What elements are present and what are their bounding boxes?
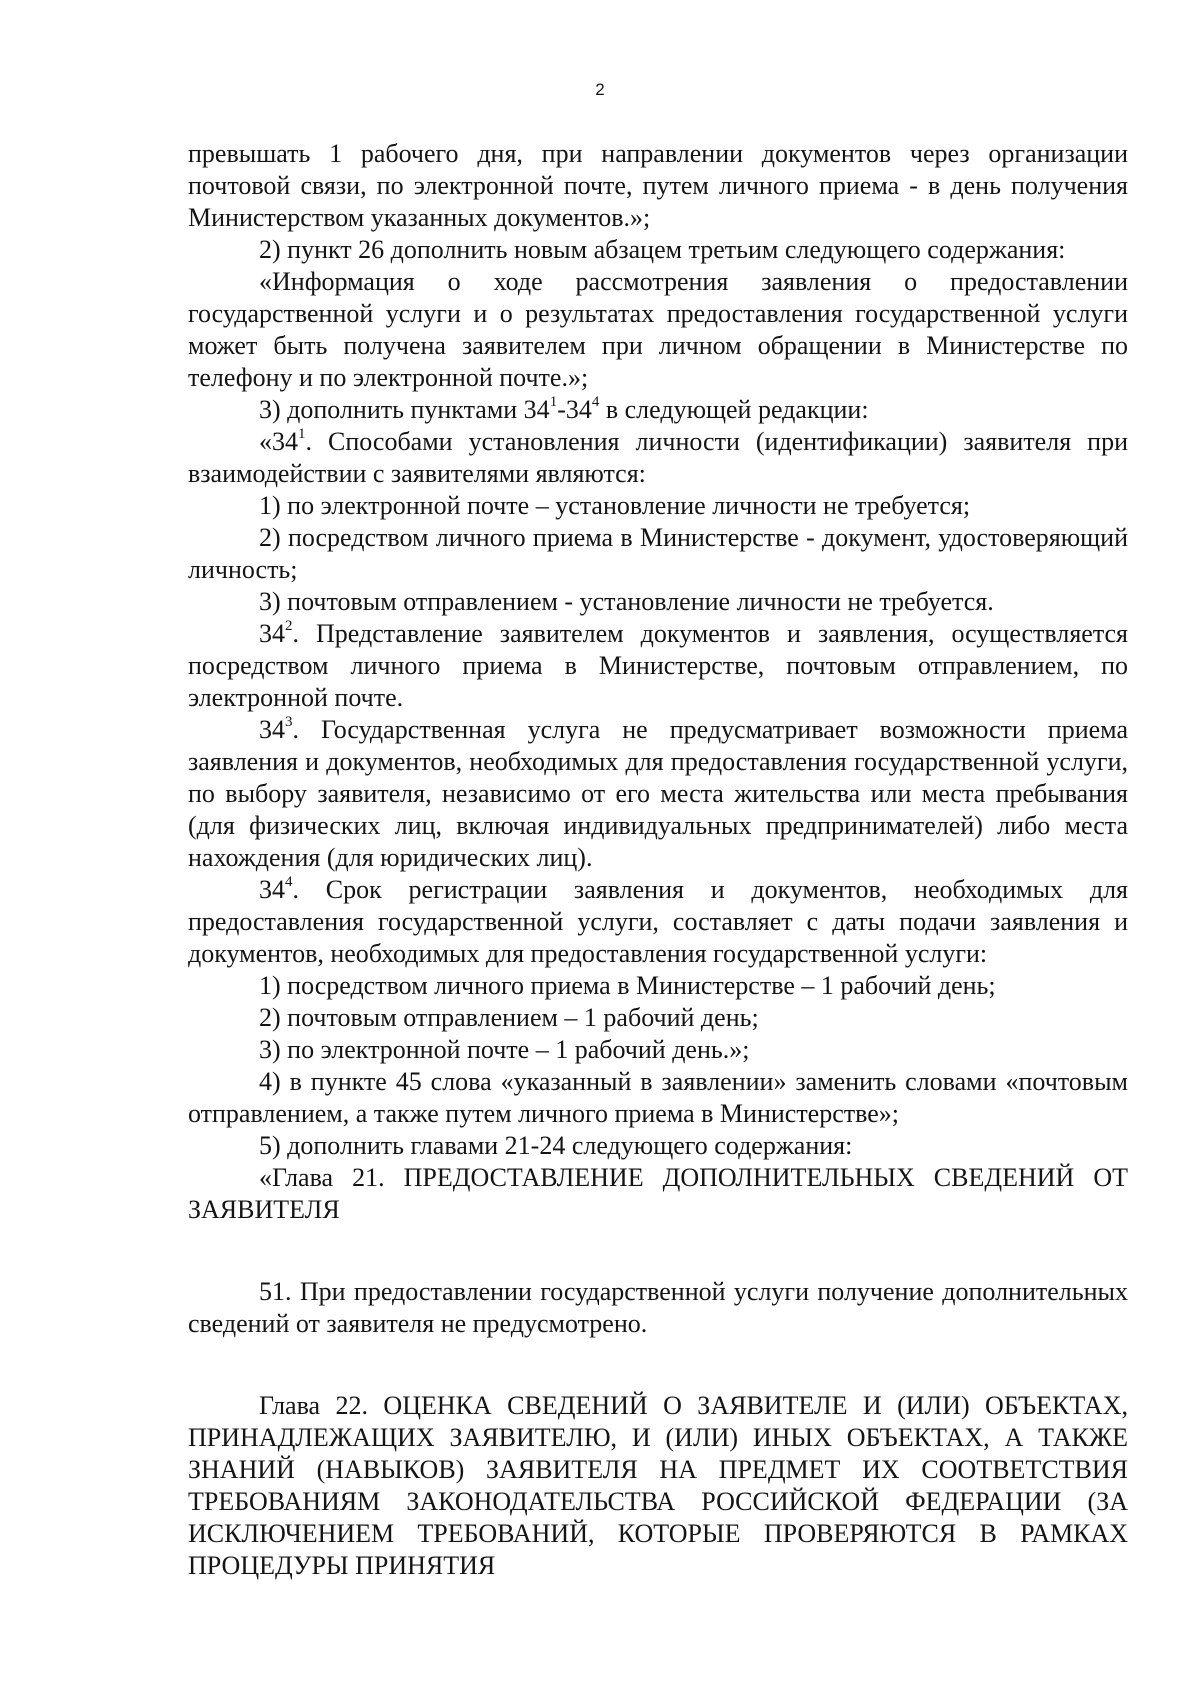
- document-body: [188, 138, 1128, 1582]
- text-fragment: . Государственная услуга не предусматривает возможности приема заявления и документов, необходимых для предоставления государственной услуги, по выбору заявителя, независимо от его места жительства или места пребывания (для физических лиц, включая индивидуальных предпринимателей) либо места нахождения (для юридических лиц).: [188, 715, 1128, 872]
- spacer: [188, 1340, 1128, 1390]
- paragraph-info-quote: «Информация о ходе рассмотрения заявления о предоставлении государственной услуги и о результатах предоставления государственной услуги может быть получена заявителем при личном обращении в Министерстве по телефону и по электронной почте.»;: [188, 267, 1128, 392]
- text-fragment: 34: [259, 715, 285, 744]
- text-fragment: . Представление заявителем документов и заявления, осуществляется посредством личного приема в Министерстве, почтовым отправлением, по электронной почте.: [188, 619, 1128, 712]
- paragraph-34-2: [188, 618, 1128, 714]
- text-fragment: 34: [259, 875, 285, 904]
- paragraph-deadline-2: 2) почтовым отправлением – 1 рабочий день;: [259, 1003, 759, 1032]
- chapter-22-heading: Глава 22. ОЦЕНКА СВЕДЕНИЙ О ЗАЯВИТЕЛЕ И (ИЛИ) ОБЪЕКТАХ, ПРИНАДЛЕЖАЩИХ ЗАЯВИТЕЛЮ, И (ИЛИ) ИНЫХ ОБЪЕКТАХ, А ТАКЖЕ ЗНАНИЙ (НАВЫКОВ) ЗАЯВИТЕЛЯ НА ПРЕДМЕТ ИХ СООТВЕТСТВИЯ ТРЕБОВАНИЯМ ЗАКОНОДАТЕЛЬСТВА РОССИЙСКОЙ ФЕДЕРАЦИИ (ЗА ИСКЛЮЧЕНИЕМ ТРЕБОВАНИЙ, КОТОРЫЕ ПРОВЕРЯЮТСЯ В РАМКАХ ПРОЦЕДУРЫ ПРИНЯТИЯ: [188, 1391, 1128, 1580]
- superscript: 2: [285, 618, 293, 635]
- paragraph-item-4: 4) в пункте 45 слова «указанный в заявлении» заменить словами «почтовым отправлением, а также путем личного приема в Министерстве»;: [188, 1067, 1128, 1128]
- paragraph-34-3: [188, 714, 1128, 874]
- paragraph-sub-2: 2) посредством личного приема в Министерстве - документ, удостоверяющий личность;: [188, 523, 1128, 584]
- paragraph-34-1: [188, 426, 1128, 490]
- chapter-21-heading: «Глава 21. ПРЕДОСТАВЛЕНИЕ ДОПОЛНИТЕЛЬНЫХ СВЕДЕНИЙ ОТ ЗАЯВИТЕЛЯ: [188, 1163, 1128, 1224]
- paragraph-sub-1: 1) по электронной почте – установление личности не требуется;: [259, 491, 971, 520]
- superscript: 1: [549, 394, 558, 411]
- superscript: 1: [298, 426, 306, 443]
- text-fragment: 34: [259, 619, 285, 648]
- page-number: 2: [595, 80, 605, 99]
- paragraph-item-3: [188, 394, 1128, 426]
- superscript: 4: [285, 874, 293, 891]
- text-fragment: . Срок регистрации заявления и документов, необходимых для предоставления государственной услуги, составляет с даты подачи заявления и документов, необходимых для предоставления государственной услуги:: [188, 875, 1128, 968]
- paragraph-sub-3: 3) почтовым отправлением - установление личности не требуется.: [259, 587, 994, 616]
- paragraph-deadline-1: 1) посредством личного приема в Министерстве – 1 рабочий день;: [259, 971, 996, 1000]
- superscript: 3: [285, 714, 293, 731]
- text-fragment: «34: [259, 427, 298, 456]
- text-fragment: 3) дополнить пунктами 34: [259, 395, 550, 424]
- paragraph-item-2: 2) пункт 26 дополнить новым абзацем третьим следующего содержания:: [259, 235, 1066, 264]
- text-fragment: -34: [557, 395, 592, 424]
- paragraph-continuation: превышать 1 рабочего дня, при направлении документов через организации почтовой связи, по электронной почте, путем личного приема - в день получения Министерством указанных документов.»;: [188, 139, 1128, 232]
- paragraph-item-5: 5) дополнить главами 21-24 следующего содержания:: [259, 1131, 853, 1160]
- text-fragment: в следующей редакции:: [599, 395, 869, 424]
- text-fragment: . Способами установления личности (идентификации) заявителя при взаимодействии с заявителями являются:: [188, 427, 1128, 488]
- spacer: [188, 1226, 1128, 1276]
- paragraph-34-4: [188, 874, 1128, 970]
- paragraph-51: 51. При предоставлении государственной услуги получение дополнительных сведений от заявителя не предусмотрено.: [188, 1277, 1128, 1338]
- superscript: 4: [591, 394, 600, 411]
- paragraph-deadline-3: 3) по электронной почте – 1 рабочий день.»;: [259, 1035, 750, 1064]
